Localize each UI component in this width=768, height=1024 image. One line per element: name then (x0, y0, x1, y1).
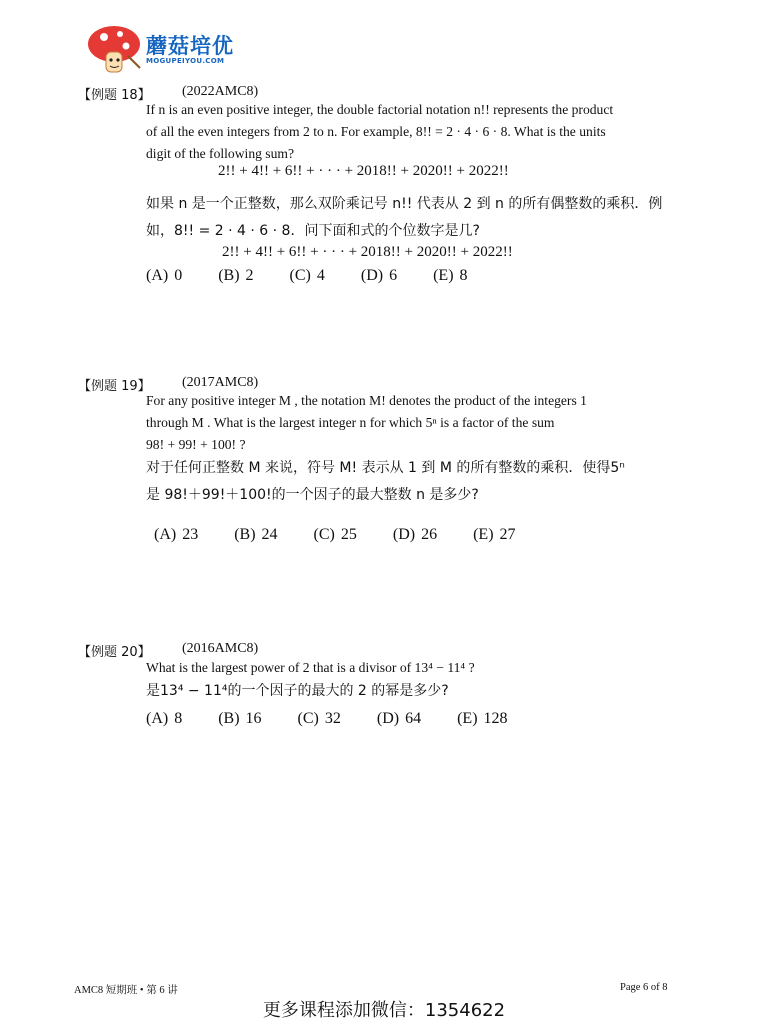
choice-a: (A) 0 (146, 267, 183, 284)
example-label: 【例题 18】 (78, 88, 151, 103)
choice-c: (C) 32 (297, 710, 341, 727)
problem-text-zh: 是13⁴ − 11⁴的一个因子的最大的 2 的幂是多少? (146, 683, 449, 699)
example-source: (2017AMC8) (182, 375, 259, 390)
choice-c: (C) 25 (313, 526, 357, 543)
choice-b: (B) 24 (234, 526, 278, 543)
example-source: (2016AMC8) (182, 641, 259, 656)
problem-text-en: digit of the following sum? (146, 146, 295, 161)
choice-e: (E) 128 (457, 710, 508, 727)
problem-text-zh: 如果 n 是一个正整数，那么双阶乘记号 n!! 代表从 2 到 n 的所有偶整数的乘积．例 (146, 196, 663, 212)
math-expression: 2!! + 4!! + 6!! + · · · + 2018!! + 2020!! + 2022!! (222, 244, 513, 260)
answer-choices (146, 710, 508, 728)
choice-b: (B) 2 (218, 267, 254, 284)
answer-choices (154, 526, 516, 544)
problem-text-zh: 如，8!! = 2 · 4 · 6 · 8．问下面和式的个位数字是几? (146, 223, 480, 239)
example-label: 【例题 20】 (78, 645, 151, 660)
choice-e: (E) 27 (473, 526, 516, 543)
choice-d: (D) 6 (360, 267, 398, 284)
choice-d: (D) 26 (392, 526, 438, 543)
problem-text-en: For any positive integer M , the notation M! denotes the product of the integers 1 (146, 393, 587, 408)
choice-c: (C) 4 (289, 267, 325, 284)
choice-a: (A) 23 (154, 526, 199, 543)
wechat-banner: 更多课程添加微信：1354622 (262, 1000, 506, 1021)
problem-text-en: through M . What is the largest integer n for which 5ⁿ is a factor of the sum (146, 415, 555, 430)
choice-e: (E) 8 (433, 267, 468, 284)
math-expression: 2!! + 4!! + 6!! + · · · + 2018!! + 2020!! + 2022!! (218, 163, 509, 179)
problem-text-en: 98! + 99! + 100! ? (146, 437, 246, 452)
brand-url: MOGUPEIYOU.COM (146, 57, 225, 65)
problem-text-en: If n is an even positive integer, the double factorial notation n!! represents the product (146, 102, 614, 117)
example-source: (2022AMC8) (182, 84, 259, 99)
problem-text-en: What is the largest power of 2 that is a divisor of 13⁴ − 11⁴ ? (146, 660, 475, 675)
page-number: Page 6 of 8 (620, 982, 668, 993)
choice-d: (D) 64 (376, 710, 422, 727)
problem-text-zh: 对于任何正整数 M 来说，符号 M! 表示从 1 到 M 的所有整数的乘积．使得5ⁿ (146, 460, 625, 476)
footer-course: AMC8 短期班 • 第 6 讲 (74, 985, 178, 996)
brand-name: 蘑菇培优 (146, 34, 234, 58)
problem-text-en: of all the even integers from 2 to n. For example, 8!! = 2 · 4 · 6 · 8. What is the units (146, 124, 606, 139)
problem-text-zh: 是 98!＋99!＋100!的一个因子的最大整数 n 是多少? (146, 487, 479, 503)
answer-choices (146, 267, 468, 285)
choice-a: (A) 8 (146, 710, 183, 727)
example-label: 【例题 19】 (78, 379, 151, 394)
choice-b: (B) 16 (218, 710, 262, 727)
